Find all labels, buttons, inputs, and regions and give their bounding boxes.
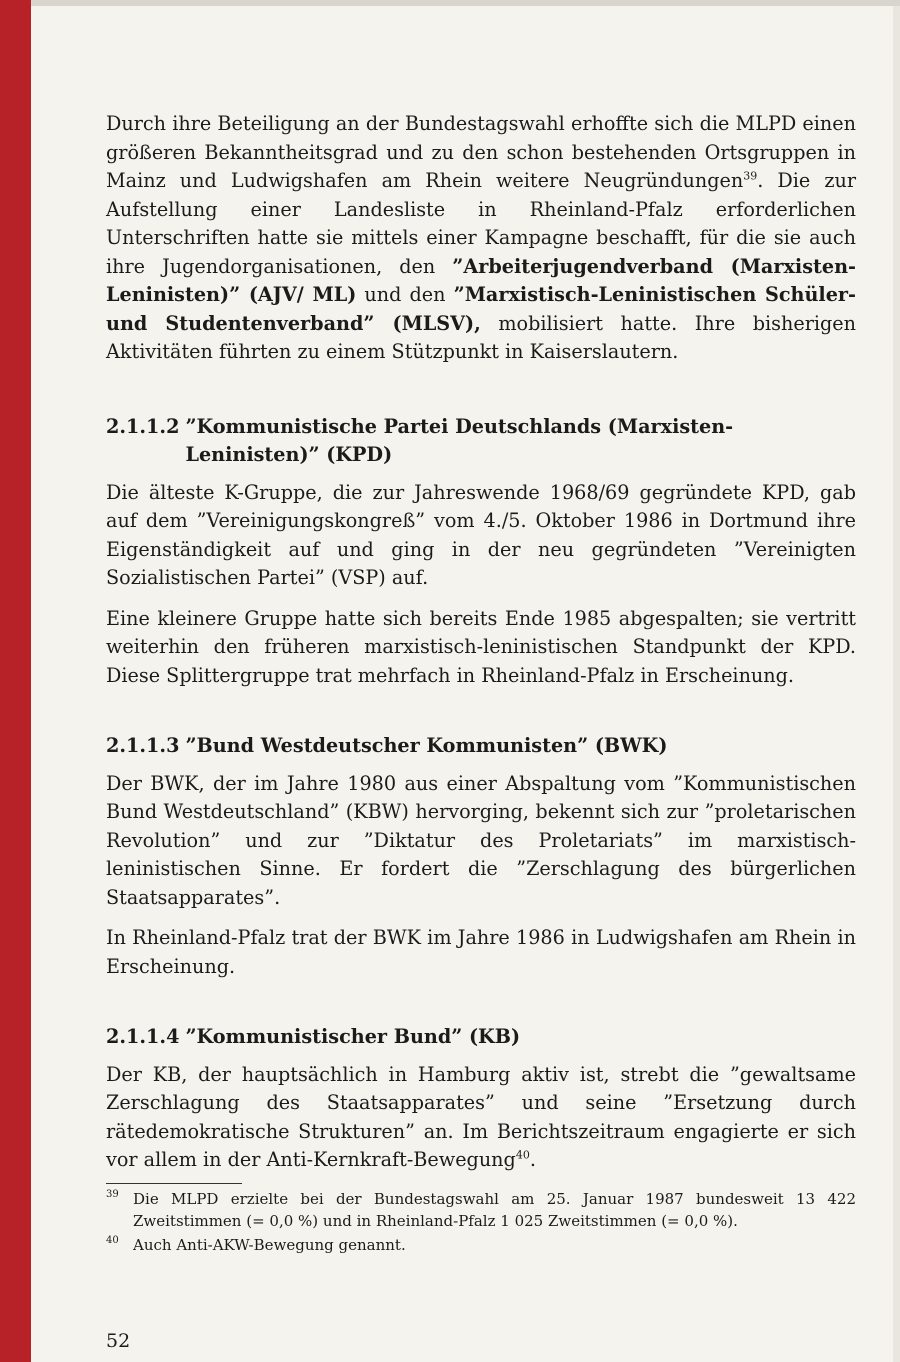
section-paragraph: Die älteste K-Gruppe, die zur Jahreswende 1968/69 gegründete KPD, gab auf dem ”Vereinigungskongreß” vom 4./5. Oktober 1986 in Dortmund ihre Eigenständigkeit auf und ging in der neu gegründeten ”Vereinigten Sozialistischen Partei” (VSP) auf. [106,480,856,589]
footnote-text: Auch Anti-AKW-Bewegung genannt. [133,1235,406,1254]
text-run: und den [356,283,454,306]
footnote-39 [106,1188,856,1232]
footnote-mark: 40 [106,1234,119,1246]
section-number: 2.1.1.2 [106,414,180,438]
section-title: ”Bund Westdeutscher Kommunisten” (BWK) [185,734,668,757]
footnote-mark: 39 [106,1188,119,1200]
section-heading-2113 [106,732,856,761]
text-run: mobilisiert hatte. Ihre bisherigen Aktivitäten führten zu einem Stützpunkt in Kaiserslautern. [106,311,856,363]
text-run: Durch ihre Beteiligung an der Bundestagswahl erhoffte sich die MLPD einen größeren Bekanntheitsgrad und zu den schon bestehenden Ortsgruppen in Mainz und Ludwigshafen am Rhein weitere Neugründungen [106,112,856,192]
section-paragraph: In Rheinland-Pfalz trat der BWK im Jahre 1986 in Ludwigshafen am Rhein in Erscheinung. [106,926,856,978]
section-number: 2.1.1.3 [106,734,180,757]
text-run: . [529,1148,536,1171]
section-heading-2114 [106,1023,856,1052]
footnote-text: Die MLPD erzielte bei der Bundestagswahl am 25. Januar 1987 bundesweit 13 422 Zweitstimmen (= 0,0 %) und in Rheinland-Pfalz 1 025 Zweitstimmen (= 0,0 %). [133,1189,856,1230]
page-content [106,110,856,1256]
section-paragraph: Eine kleinere Gruppe hatte sich bereits Ende 1985 abgespalten; sie vertritt weiterhin den früheren marxistisch-leninistischen Standpunkt der KPD. Diese Splittergruppe trat mehrfach in Rheinland-Pfalz in Erscheinung. [106,606,856,687]
section-heading-2112 [106,413,856,470]
section-number: 2.1.1.4 [106,1025,180,1048]
text-run: . Die zur Aufstellung einer Landesliste in Rheinland-Pfalz erforderlichen Unterschriften hatte sie mittels einer Kampagne beschafft, für die sie auch ihre Jugendorganisationen, den [106,169,856,278]
section-paragraph: Der BWK, der im Jahre 1980 aus einer Abspaltung vom ”Kommunistischen Bund Westdeutschland” (KBW) hervorging, bekennt sich zur ”proletarischen Revolution” und zur ”Diktatur des Proletariats” im marxistisch-leninistischen Sinne. Er fordert die ”Zerschlagung des bürgerlichen Staatsapparates”. [106,771,856,909]
text-run: Der KB, der hauptsächlich in Hamburg aktiv ist, strebt die ”gewaltsame Zerschlagung des Staatsapparates” und seine ”Ersetzung durch rätedemokratische Strukturen” an. Im Berichtszeitraum engagierte er sich vor allem in der Anti-Kernkraft-Bewegung [106,1062,856,1171]
footnote-ref-40: 40 [515,1148,530,1162]
footnote-40 [106,1234,856,1256]
org-name-ajv: ”Arbeiterjugendverband (Marxisten-Leninisten)” (AJV/ ML) [106,254,856,306]
org-name-mlsv: ”Marxistisch-Leninistischen Schüler- und Studentenverband” (MLSV), [106,283,856,335]
footnote-ref-39: 39 [743,169,758,183]
section-paragraph [106,1061,856,1175]
section-title: ”Kommunistische Partei Deutschlands (Marxisten-Leninisten)” (KPD) [185,414,734,466]
section-title: ”Kommunistischer Bund” (KB) [185,1025,521,1048]
red-margin-bar [0,0,31,1362]
footnote-divider [106,1183,242,1184]
page-number: 52 [106,1330,131,1352]
intro-paragraph [106,110,856,367]
document-page [31,6,893,1362]
